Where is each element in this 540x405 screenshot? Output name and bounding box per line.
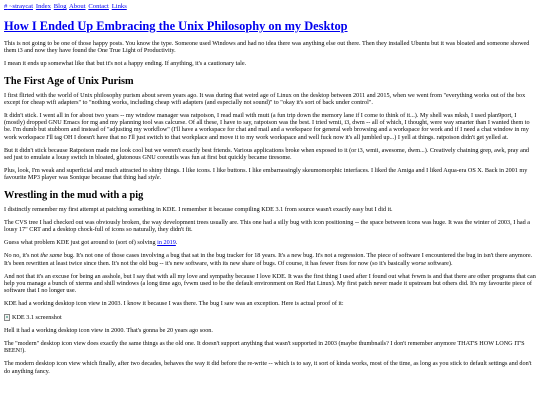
link-2019[interactable]: in 2019: [157, 239, 176, 247]
kde-screenshot-image: [4, 314, 536, 321]
paragraph-love-kde: And not that it's an excuse for being an asshole, but I say that with all my love and sympathy because I love KDE. It was the first thing I used after I found out what fvwm is and that there are other programs that can help you manage a bunch of xterms and shill windows (a long time ago, fvwm used to be the default environment on Red Hat Linux). My first patch never made it upstream but others did. It's my favourite piece of software that I no longer use.: [4, 272, 536, 295]
text-span: .: [175, 239, 178, 247]
nav-link-links[interactable]: Links: [111, 3, 127, 10]
text-span: No no, it's not: [4, 252, 41, 260]
text-span: software).: [426, 259, 453, 267]
image-alt-text: KDE 3.1 screenshot: [12, 313, 62, 321]
post-title-link[interactable]: How I Ended Up Embracing the Unix Philosophy on my Desktop: [4, 19, 348, 33]
nav-link-contact[interactable]: Contact: [88, 3, 109, 10]
post-title: [4, 19, 536, 33]
paragraph-guess-what: [4, 239, 536, 246]
emphasis: the same: [40, 252, 63, 260]
paragraph-not-same-bug: [4, 252, 536, 266]
nav-link-index[interactable]: Index: [35, 3, 51, 10]
paragraph-cvs-tree: The CVS tree I had checked out was obviously broken, the way development trees usually are. This one had a silly bug with icon positioning -- the space between icons was huge. It was the winter of 2003, I had a lousy 17" CRT and a desktop chock-full of icons so naturally, they didn't fit.: [4, 218, 531, 234]
paragraph-cautionary: I mean it ends up somewhat like that but it's not a happy ending. If anything, it's a cautionary tale.: [4, 60, 247, 68]
paragraph-shiny-things: [4, 167, 536, 181]
paragraph-icon-view-2000: Hell it had a working desktop icon view in 2000. That's gonna be 20 years ago soon.: [4, 326, 213, 334]
home-link[interactable]: [4, 3, 33, 10]
paragraph-modern-view: The "modern" desktop icon view does exactly the same things as the old one. It doesn't support anything that wasn't supported in 2003 (maybe thumbnails? I don't remember anymore THAT'S HOW LONG IT'S BEEN!).: [4, 340, 525, 355]
paragraph-flirted: I first flirted with the world of Unix philosophy purism about seven years ago. It was during that weird age of Linux on the desktop between 2011 and 2015, when we went from "everything works out of the box except for cheap wifi adapters" to "nothing works, including cheap wifi adapters (and especially not sound)" to "okay it's sort of back under control".: [4, 91, 526, 106]
paragraph-first-patch: I distinctly remember my first attempt at patching something in KDE. I remember it because compiling KDE 3.1 from source wasn't exactly easy but I did it.: [4, 205, 393, 213]
section-heading-wrestling: Wrestling in the mud with a pig: [4, 189, 144, 201]
site-name: ~straycat: [8, 3, 34, 10]
top-nav: [4, 3, 536, 11]
section-heading-first-age: The First Age of Unix Purism: [4, 75, 134, 87]
paragraph-didnt-stick: It didn't stick. I went all in for about two years -- my window manager was ratpoison, I read mail with mutt (a fun trip down the memory lane if I come to think of it...). My shell was mksh, I used plan9port, I (mostly) dropped GNU Emacs for mg and my planning tool was calcurse. Of all these, I have to say, ratpoison was the best. I tried wmii, i3, dwm -- all of which, I thought, were way smarter than I wanted them to be. I'm dumb but stubborn and instead of "adjusting my workflow" (I'll have a workspace for chat and mail and a workspace for general web browsing and a workspace for work and if I need a chat window in my work workspace I'll tag OH I doesn't have that no I'll just switch to that workplace and move it to my work workspace and well fuck now it's all jumbled up...) I yell at things. ratpoison didn't get yelled at.: [4, 112, 530, 141]
text-span: .: [159, 174, 162, 182]
nav-link-blog[interactable]: Blog: [53, 3, 67, 10]
paragraph-modern-behaves: The modern desktop icon view which finally, after two decades, behaves the way it did before the re-write -- which is to say, it sort of kinda works, most of the time, as long as you stick to default settings and don't do anything fancy.: [4, 360, 532, 375]
emphasis: worse: [411, 259, 427, 267]
emphasis: style: [148, 174, 160, 182]
paragraph-ratpoison: But it didn't stick because Ratpoison made me look cool but we weren't exactly best friends. Various applications broke when exposed to it (or i3, wmii, awesome, dwm...). Creatively chaining grep, awk, pray and sed just to emulate a lousy switch in bloated, glutonous GNU coreutils was fun at first but quickly became tiresome.: [4, 146, 530, 162]
text-span: Plus, look, I'm weak and superficial and much attracted to shiny things. I like icons. I like buttons. I like embarrassingly skeumomorphic interfaces. I liked the Amiga and I liked Aqua-era OS X. Back in 2001 my favourite MP3 player was Sonique because that thing had: [4, 167, 528, 182]
paragraph-intro: This is not going to be one of those happy posts. You know the type. Someone used Windows and had no idea there was anything else out there. Then they installed Ubuntu but it was bloated and someone showed them i3 and now they have found the One True Light of Productivity.: [4, 40, 530, 55]
text-span: Guess what problem KDE just got around to (sort of) solving: [4, 239, 158, 247]
broken-image-icon: [4, 314, 10, 321]
text-span: bug. It's not one of those cases involving a bug that sat in the bug tracker for 18 years. It's a new bug. It's not a regression. The piece of software I encountered the bug in isn't there anymore. It's been rewritten at least twice since then. It's not the old bug -- it's new software, with its new share of bugs. Of course, it has fewer fixes for now (so it's basically: [4, 252, 533, 267]
home-icon: #: [4, 3, 8, 10]
nav-link-about[interactable]: About: [69, 3, 86, 10]
paragraph-icon-view-2003: KDE had a working desktop icon view in 2003. I know it because I was there. The bug I saw was an exception. Here is actual proof of it:: [4, 300, 344, 308]
